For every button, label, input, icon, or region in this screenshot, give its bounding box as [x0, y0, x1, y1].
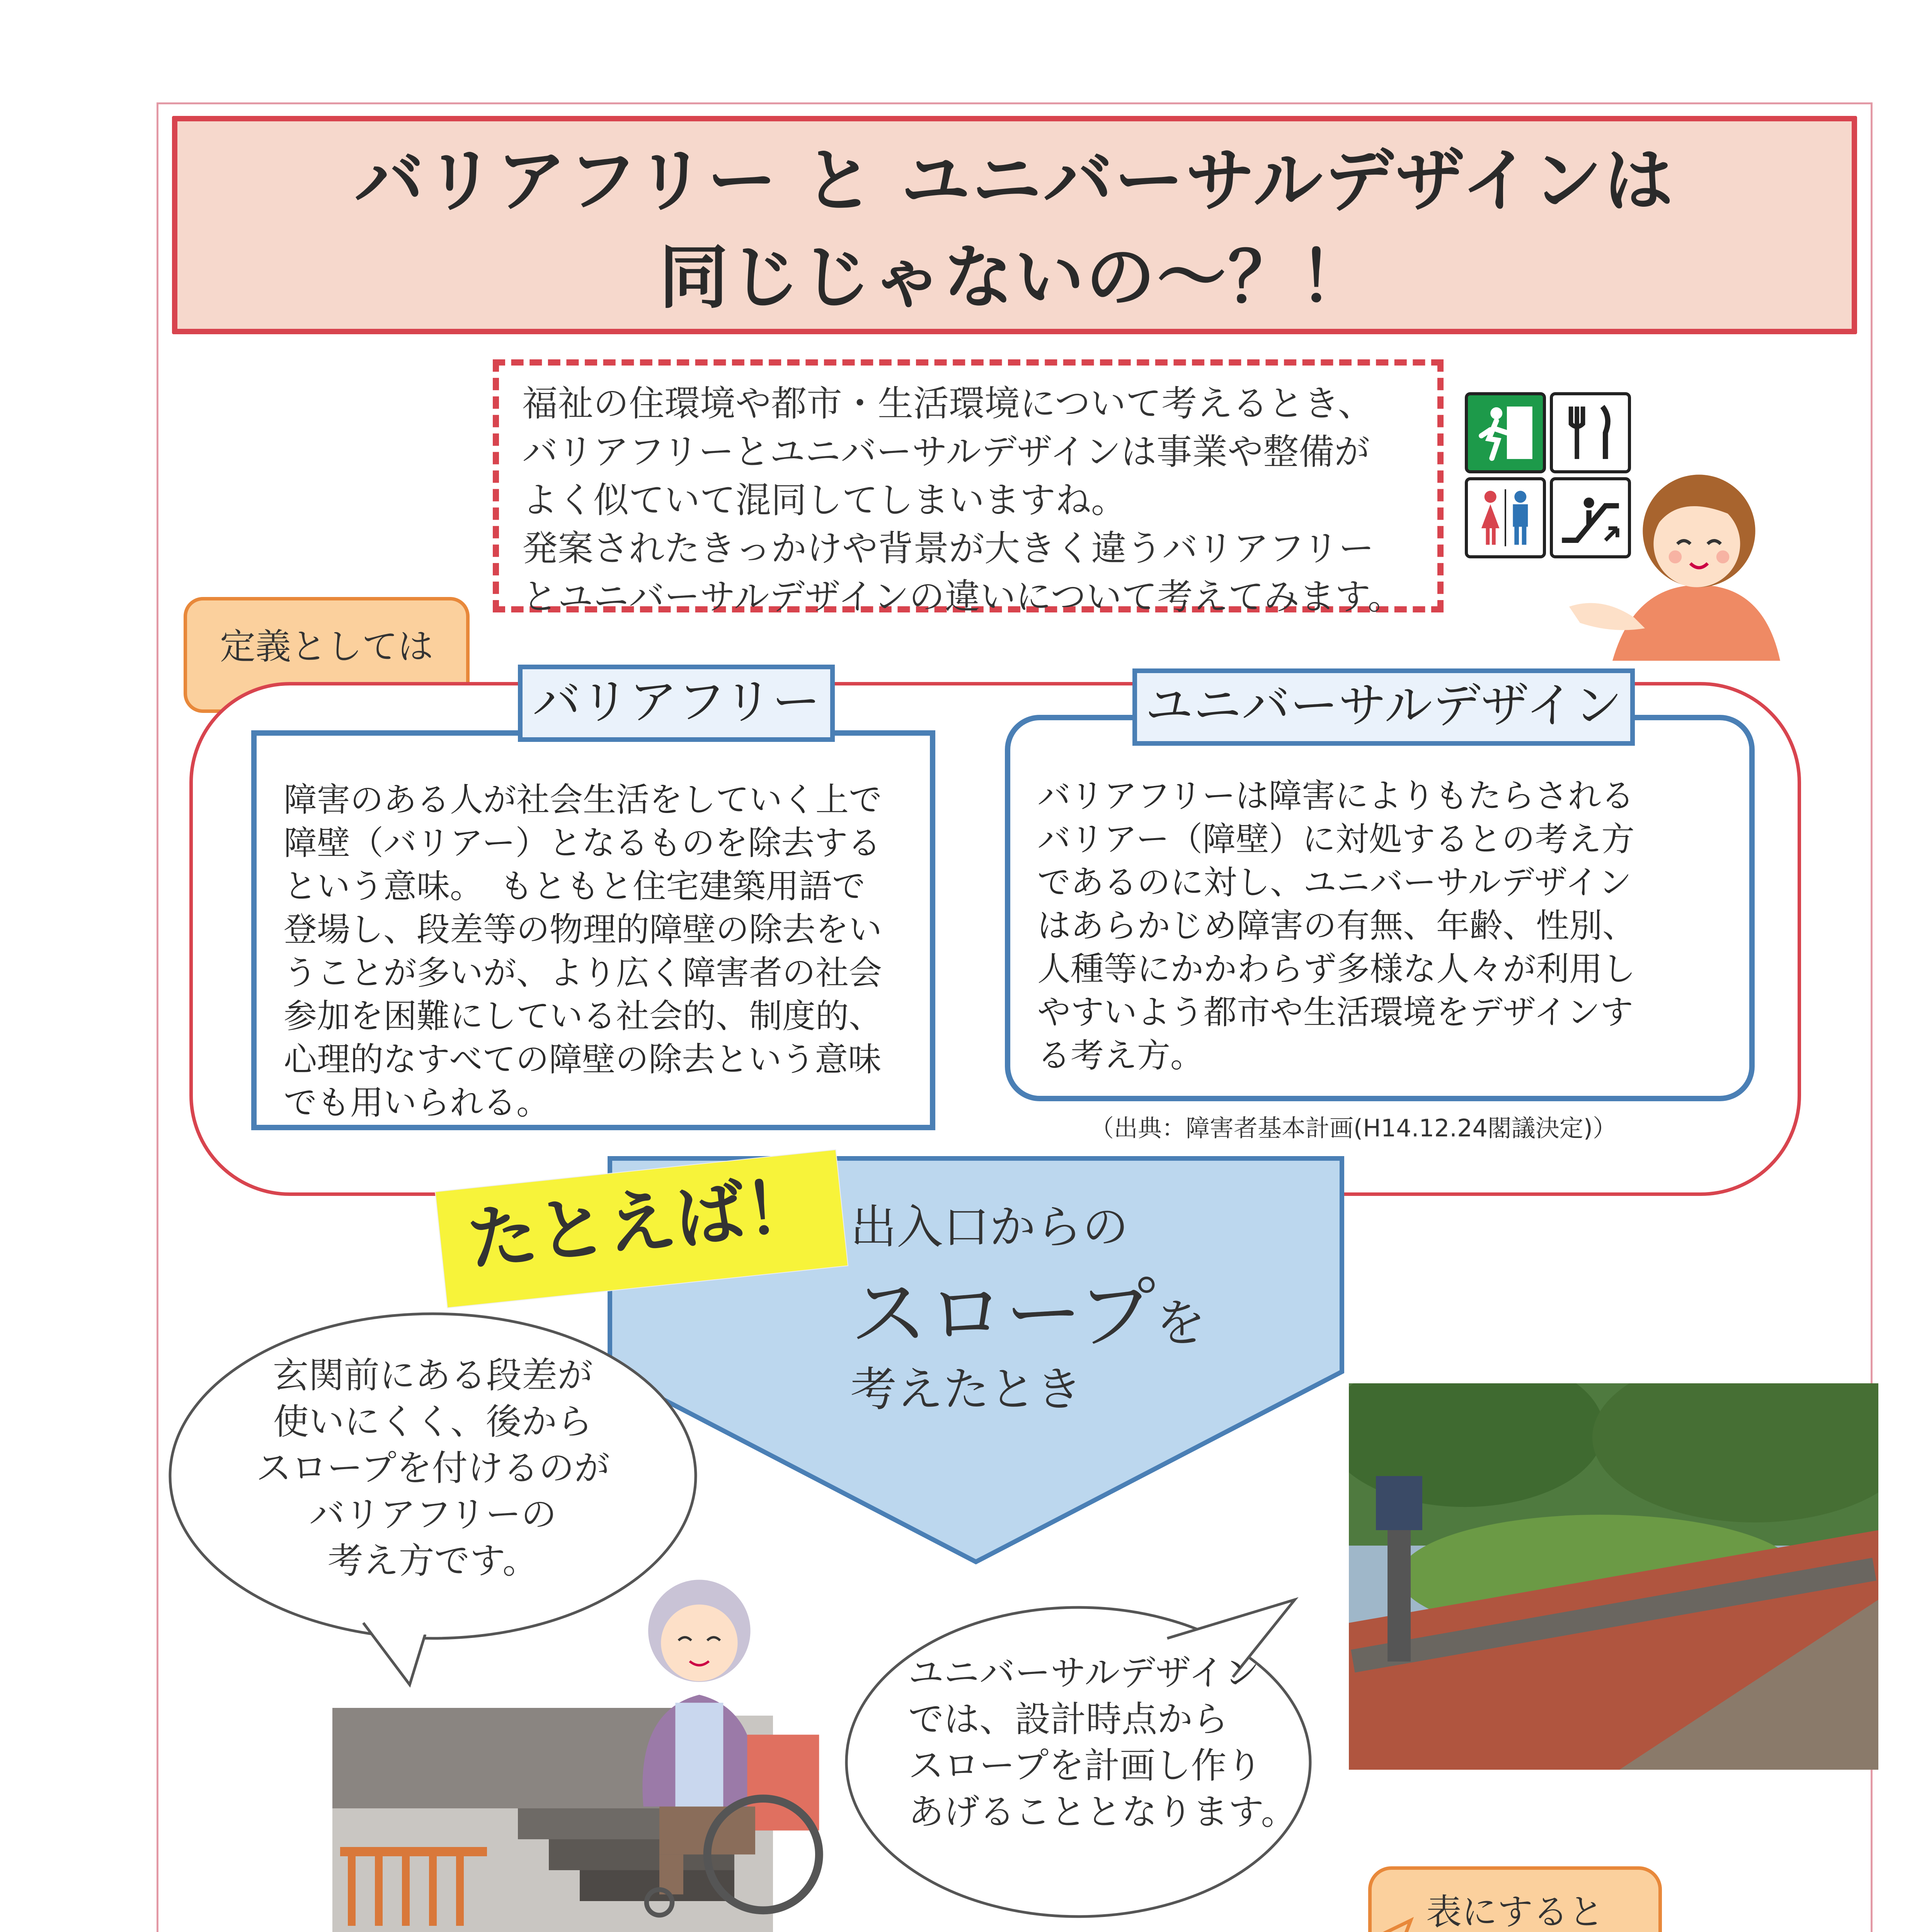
bf-def-line: 障壁（バリアー）となるものを除去する	[284, 824, 881, 862]
ud-def-line: 人種等にかかわらず多様な人々が利用し	[1037, 950, 1636, 988]
example-keyword-row	[850, 1252, 1353, 1359]
universal-definition	[1005, 715, 1755, 1101]
example-line1: 出入口からの	[850, 1201, 1129, 1254]
guide-woman-illustration	[1569, 444, 1786, 661]
intro-line: 福祉の住環境や都市・生活環境について考えるとき、	[522, 383, 1374, 424]
intro-box	[493, 359, 1444, 617]
intro-line: よく似ていて混同してしまいますね。	[522, 480, 1127, 521]
ramp-photo	[1349, 1383, 1878, 1770]
right-bubble-line: ユニバーサルデザイン	[908, 1652, 1260, 1694]
definition-callout: 定義としては	[184, 597, 470, 713]
example-particle: を	[1156, 1294, 1206, 1352]
example-line3: 考えたとき	[850, 1363, 1082, 1417]
ud-def-line: バリアー（障壁）に対処するとの考え方	[1037, 820, 1635, 859]
bf-def-line: 登場し、段差等の物理的障壁の除去をい	[284, 910, 882, 949]
intro-line: バリアフリーとユニバーサルデザインは事業や整備が	[522, 431, 1370, 473]
source-citation: （出典：障害者基本計画(H14.12.24閣議決定)）	[1090, 1114, 1617, 1142]
barrier-free-heading: バリアフリー	[518, 665, 835, 742]
example-banner: たとえば！	[436, 1150, 848, 1307]
intro-line: とユニバーサルデザインの違いについて考えてみます。	[522, 576, 1403, 617]
ud-def-line: はあらかじめ障害の有無、年齢、性別、	[1037, 906, 1636, 945]
ud-def-line: やすいよう都市や生活環境をデザインす	[1037, 993, 1633, 1032]
left-bubble-line: 玄関前にある段差が	[272, 1355, 593, 1396]
right-bubble-line: スロープを計画し作り	[908, 1745, 1262, 1786]
left-bubble-line: スロープを付けるのが	[256, 1447, 610, 1489]
ud-def-line: であるのに対し、ユニバーサルデザイン	[1037, 863, 1632, 902]
table-callout: 表にすると	[1368, 1866, 1662, 1932]
example-keyword: スロープ	[850, 1269, 1156, 1359]
bf-def-line: という意味。 もともと住宅建築用語で	[284, 867, 865, 906]
barrier-free-definition	[251, 730, 935, 1130]
ud-def-line: バリアフリーは障害によりもたらされる	[1037, 777, 1634, 815]
right-bubble-line: では、設計時点から	[908, 1699, 1229, 1740]
title-line2: 同じじゃないの〜？！	[659, 237, 1370, 318]
bf-def-line: 心理的なすべての障壁の除去という意味	[284, 1040, 882, 1079]
table-callout-tail	[1283, 1917, 1415, 1932]
wheelchair-user-illustration	[587, 1565, 827, 1920]
right-bubble-text	[877, 1650, 1302, 1882]
intro-line: 発案されたきっかけや背景が大きく違うバリアフリー	[522, 528, 1374, 569]
restroom-icon	[1465, 477, 1546, 558]
bf-def-line: 参加を困難にしている社会的、制度的、	[284, 997, 882, 1036]
title-box	[172, 116, 1857, 334]
universal-heading: ユニバーサルデザイン	[1132, 668, 1635, 746]
right-bubble-line: あげることとなります。	[908, 1791, 1297, 1833]
bf-def-line: でも用いられる。	[284, 1083, 550, 1122]
left-bubble-line: バリアフリーの	[309, 1494, 557, 1535]
emergency-exit-icon	[1465, 392, 1546, 473]
bf-def-line: うことが多いが、より広く障害者の社会	[284, 954, 882, 992]
left-bubble-line: 考え方です。	[327, 1540, 538, 1582]
left-bubble-line: 使いにくく、後から	[273, 1401, 593, 1442]
bf-def-line: 障害のある人が社会生活をしていく上で	[284, 781, 882, 819]
ud-def-line: る考え方。	[1037, 1036, 1204, 1075]
title-line1: バリアフリー と ユニバーサルデザインは	[354, 141, 1675, 221]
